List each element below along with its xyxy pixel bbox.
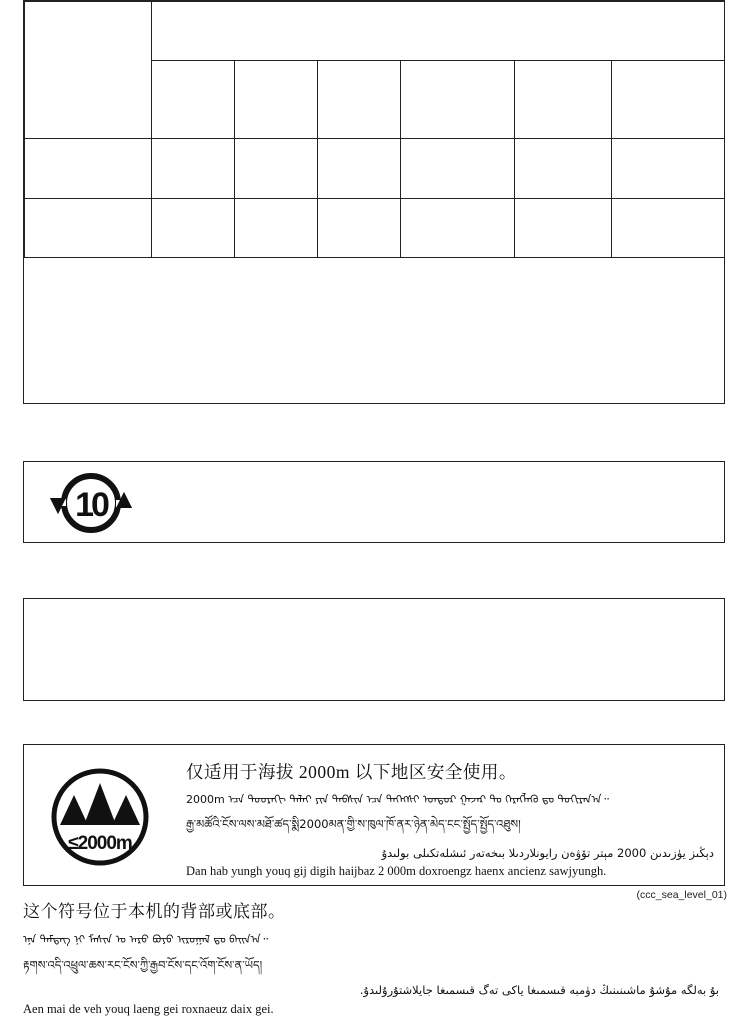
- position-note-zh: 这个符号位于本机的背部或底部。: [23, 902, 286, 921]
- table-group-header-cell: [152, 2, 725, 61]
- substance-grid: [24, 1, 725, 258]
- table-subheader-cell: [401, 61, 515, 139]
- position-note-bo: རྟགས་འདི་འཕྲུལ་ཆས་རང་ངོས་ཀྱི་རྒྱབ་ངོས་དང་འོག་ངོས་ན་ཡོད།: [23, 958, 263, 972]
- altitude-text-ug: دېڭىز يۈزىدىن 2000 مېتر تۆۋەن رايونلاردىلا بىخەتەر ئىشلەتكىلى بولىدۇ: [381, 846, 714, 860]
- table-subheader-cell: [515, 61, 612, 139]
- table-subheader-cell: [235, 61, 318, 139]
- table-subheader-cell: [318, 61, 401, 139]
- table-cell: [515, 199, 612, 258]
- altitude-text-zh: 仅适用于海拔 2000m 以下地区安全使用。: [186, 762, 517, 782]
- altitude-text-bo: རྒྱ་མཚོའི་ངོས་ལས་མཐོ་ཚད་སྨི2000མན་གྱི་ས་ཁུལ་ཁོ་ནར་ཉེན་མེད་ངང་སྤྱོད་སྤྱོད་འཐུས།: [186, 817, 521, 831]
- table-header-row: [25, 2, 725, 61]
- table-cell: [25, 199, 152, 258]
- mountain-altitude-icon: [50, 767, 150, 867]
- altitude-warning-box: [23, 744, 725, 886]
- symbol-code-label: (ccc_sea_level_01): [636, 889, 727, 901]
- table-cell: [515, 139, 612, 199]
- table-cell: [235, 139, 318, 199]
- position-note-za: Aen mai de veh youq laeng gei roxnaeuz daix gei.: [23, 1002, 274, 1016]
- altitude-text-block: [186, 759, 716, 879]
- hazardous-substance-table: [23, 0, 725, 404]
- position-note-mn: ᠡᠨᠡ ᠲᠡᠮᠳᠡᠭ ᠨᠢ ᠮᠠᠰᠢᠨ ᠤ ᠠᠷᠤ ᠪᠤᠶᠤ ᠢᠷᠤᠭᠠᠯ ᠳᠤ ᠪᠠᠢᠨ᠎ᠠ᠃: [23, 933, 268, 946]
- table-cell: [152, 199, 235, 258]
- table-notes-area: [24, 257, 724, 403]
- blank-label-box: [23, 598, 725, 701]
- symbol-position-note: [23, 897, 725, 1017]
- table-cell: [235, 199, 318, 258]
- table-cell: [612, 199, 725, 258]
- table-cell: [612, 139, 725, 199]
- table-cell: [25, 139, 152, 199]
- table-corner-cell: [25, 2, 152, 139]
- table-cell: [401, 139, 515, 199]
- altitude-text-za: Dan hab yungh youq gij digih haijbaz 2 000m doxroengz haenx ancienz sawjyungh.: [186, 864, 607, 878]
- table-cell: [401, 199, 515, 258]
- epup-label-box: [23, 461, 725, 543]
- epup-10-icon: [48, 470, 134, 536]
- position-note-ug: بۇ بەلگە مۇشۇ ماشىنىنىڭ دۈمبە قىسمىغا ياكى تەگ قىسمىغا جايلاشتۇرۇلىدۇ.: [359, 983, 719, 997]
- table-cell: [152, 139, 235, 199]
- table-subheader-cell: [152, 61, 235, 139]
- table-cell: [318, 139, 401, 199]
- table-cell: [318, 199, 401, 258]
- table-row: [25, 139, 725, 199]
- altitude-text-mn: 2000m ᠡᠴᠡ ᠳᠣᠣᠷᠠᠬᠢ ᠳᠠᠯᠠᠢ ᠶᠢᠨ ᠲᠡᠪᠰᠢᠨ ᠡᠴᠡ ᠳᠡᠭᠡᠭᠰᠢ ᠤᠨᠳᠤᠷ ᠭᠠᠵᠠᠷ ᠲᠤ ᠬᠡᠷᠡᠭᠯᠡᠬᠦ ᠳᠤ ᠲᠣᠬᠢᠷᠠᠨ᠎ᠠ᠃: [186, 793, 609, 806]
- altitude-icon-text: ≤2000m: [68, 833, 132, 854]
- table-row: [25, 199, 725, 258]
- table-subheader-cell: [612, 61, 725, 139]
- epup-period-text: 10: [75, 486, 107, 524]
